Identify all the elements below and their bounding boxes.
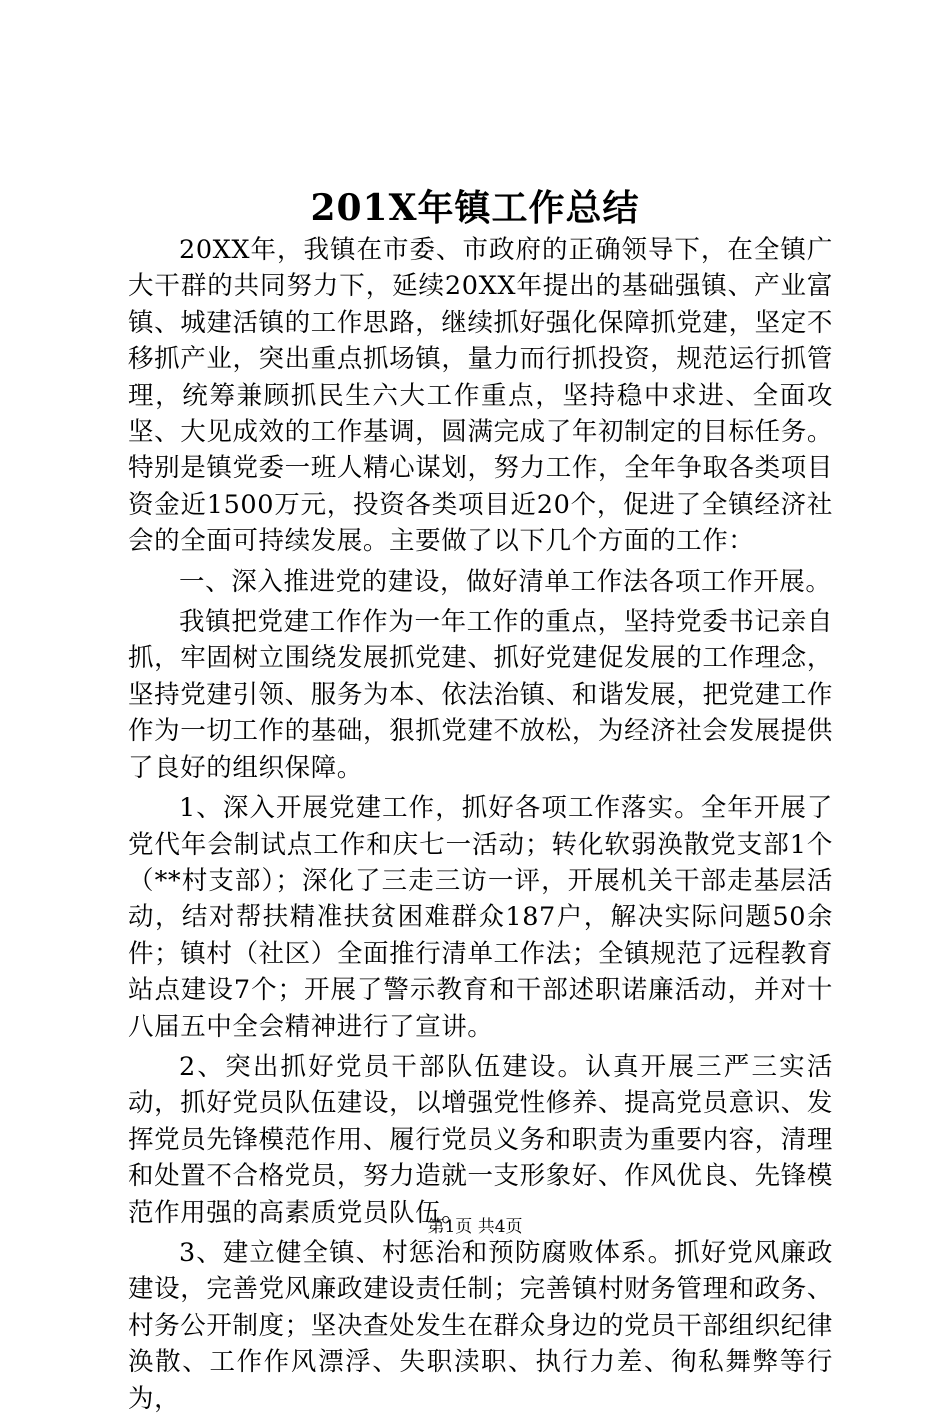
document-body <box>128 232 833 1421</box>
section-heading-1: 一、深入推进党的建设，做好清单工作法各项工作开展。 <box>179 566 832 597</box>
page-footer: 第1页 共4页 <box>427 1217 523 1237</box>
document-title: 201X年镇工作总结 <box>310 187 640 229</box>
paragraph-item-1: 1、深入开展党建工作，抓好各项工作落实。全年开展了党代年会制试点工作和庆七一活动；转化软弱涣散党支部1个（**村支部）；深化了三走三访一评，开展机关干部走基层活动，结对帮扶精准扶贫困难群众187户，解决实际问题50余件；镇村（社区）全面推行清单工作法；全镇规范了远程教育站点建设7个；开展了警示教育和干部述职诺廉活动，并对十八届五中全会精神进行了宣讲。 <box>128 793 833 1042</box>
paragraph-item-2: 2、突出抓好党员干部队伍建设。认真开展三严三实活动，抓好党员队伍建设，以增强党性修养、提高党员意识、发挥党员先锋模范作用、履行党员义务和职责为重要内容，清理和处置不合格党员，努力造就一支形象好、作风优良、先锋模范作用强的高素质党员队伍。 <box>128 1051 833 1228</box>
paragraph-party-building: 我镇把党建工作作为一年工作的重点，坚持党委书记亲自抓，牢固树立围绕发展抓党建、抓好党建促发展的工作理念，坚持党建引领、服务为本、依法治镇、和谐发展，把党建工作作为一切工作的基础，狠抓党建不放松，为经济社会发展提供了良好的组织保障。 <box>128 607 833 783</box>
paragraph-intro: 20XX年，我镇在市委、市政府的正确领导下，在全镇广大干群的共同努力下，延续20XX年提出的基础强镇、产业富镇、城建活镇的工作思路，继续抓好强化保障抓党建，坚定不移抓产业，突出重点抓场镇，量力而行抓投资，规范运行抓管理，统筹兼顾抓民生六大工作重点，坚持稳中求进、全面攻坚、大见成效的工作基调，圆满完成了年初制定的目标任务。特别是镇党委一班人精心谋划，努力工作，全年争取各类项目资金近1500万元，投资各类项目近20个，促进了全镇经济社会的全面可持续发展。主要做了以下几个方面的工作： <box>128 235 833 557</box>
paragraph-item-3: 3、建立健全镇、村惩治和预防腐败体系。抓好党风廉政建设，完善党风廉政建设责任制；完善镇村财务管理和政务、村务公开制度；坚决查处发生在群众身边的党员干部组织纪律涣散、工作作风漂浮、失职渎职、执行力差、徇私舞弊等行为， <box>128 1237 833 1414</box>
